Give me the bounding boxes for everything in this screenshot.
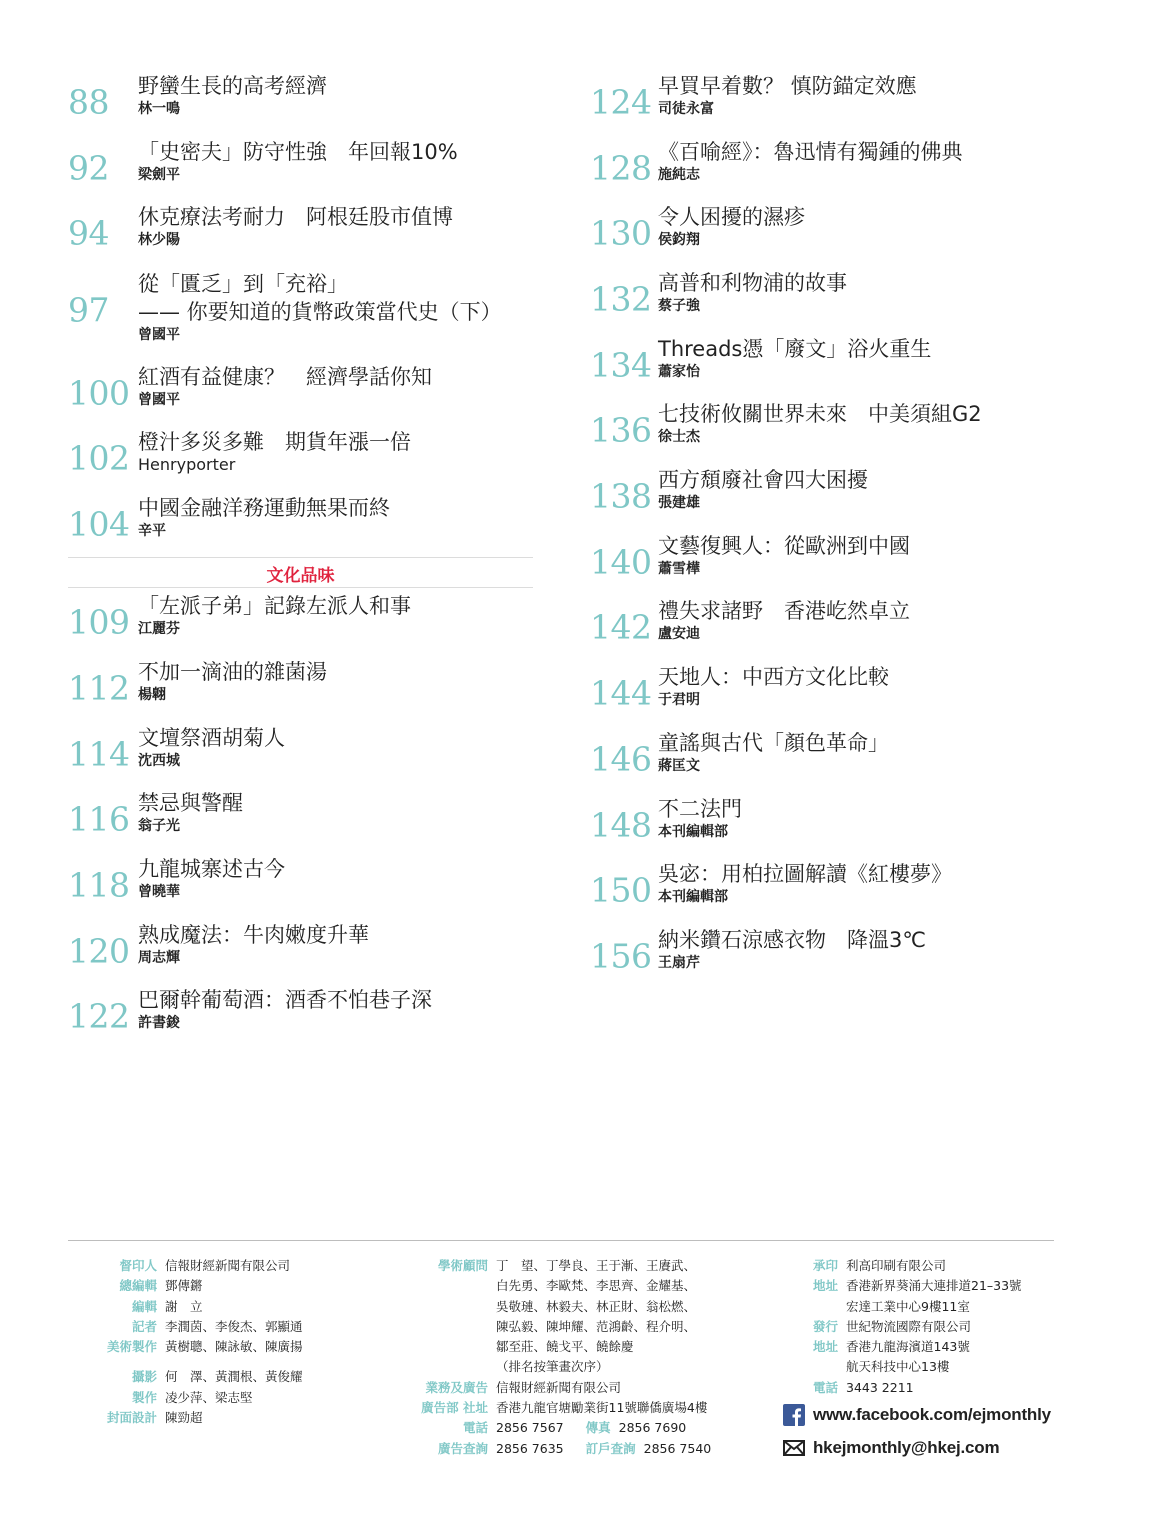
- email-address: hkejmonthly@hkej.com: [813, 1438, 1000, 1457]
- credit-value: 陳勁超: [165, 1410, 203, 1426]
- credit-row: [800, 1256, 1022, 1276]
- article-title: 巴爾幹葡萄酒：酒香不怕巷子深: [138, 988, 432, 1012]
- page-number: 136: [590, 410, 652, 450]
- toc-entry[interactable]: [590, 400, 1060, 460]
- toc-entry[interactable]: [68, 203, 533, 263]
- toc-entry[interactable]: [68, 855, 533, 915]
- credit-label: 總編輯: [119, 1278, 157, 1294]
- credit-row: [100, 1367, 303, 1387]
- article-title: 九龍城寨述古今: [138, 857, 285, 881]
- article-title: 不加一滴油的雜菌湯: [138, 660, 327, 684]
- credit-row: [100, 1317, 303, 1337]
- article-author: 曾國平: [138, 327, 180, 343]
- page-number: 138: [590, 476, 652, 516]
- credit-value: 香港九龍官塘勵業街11號聯僑廣場4樓: [496, 1400, 708, 1416]
- toc-entry[interactable]: [68, 270, 533, 350]
- credit-label: [800, 1297, 838, 1317]
- article-author: 林少陽: [138, 232, 180, 248]
- article-title: 西方頹廢社會四大困擾: [658, 468, 868, 492]
- credit-row: [405, 1439, 711, 1459]
- toc-entry[interactable]: [590, 729, 1060, 789]
- toc-entry[interactable]: [590, 597, 1060, 657]
- article-title: 橙汁多災多難 期貨年漲一倍: [138, 430, 411, 454]
- credit-label: [800, 1357, 838, 1377]
- credit-value: 鄒至莊、饒戈平、饒餘慶: [496, 1339, 634, 1355]
- article-author: 蕭雪樺: [658, 561, 700, 577]
- credit-label: 電話: [812, 1379, 838, 1395]
- page-number: 122: [68, 996, 130, 1036]
- credit-label: 發行: [812, 1318, 838, 1334]
- page-number: 120: [68, 931, 130, 971]
- article-author: 沈西城: [138, 753, 180, 769]
- facebook-link[interactable]: [783, 1404, 1051, 1426]
- article-title: Threads憑「廢文」浴火重生: [658, 337, 932, 361]
- credit-row: [405, 1297, 711, 1317]
- credit-label: 傳真: [585, 1420, 611, 1436]
- page-number: 148: [590, 805, 652, 845]
- article-author: 曾曉華: [138, 884, 180, 900]
- toc-entry[interactable]: [68, 592, 533, 652]
- article-title: 不二法門: [658, 797, 742, 821]
- credit-value: 信報財經新聞有限公司: [496, 1379, 622, 1395]
- credit-label: 地址: [812, 1339, 838, 1355]
- credit-row: [100, 1256, 303, 1276]
- credit-value: 吳敬璉、林毅夫、林正財、翁松燃、: [496, 1298, 697, 1314]
- credit-row: [405, 1398, 711, 1418]
- page-number: 92: [68, 148, 109, 188]
- credit-row: [405, 1418, 711, 1438]
- page-number: 124: [590, 82, 652, 122]
- article-subtitle: —— 你要知道的貨幣政策當代史（下）: [138, 300, 502, 324]
- credit-value: 2856 7540: [643, 1440, 712, 1456]
- page-number: 150: [590, 870, 652, 910]
- article-title: 吳宓：用柏拉圖解讀《紅樓夢》: [658, 862, 952, 886]
- credit-row: [405, 1337, 711, 1357]
- credit-label: 封面設計: [106, 1410, 157, 1426]
- article-author: Henryporter: [138, 455, 236, 474]
- toc-entry[interactable]: [590, 203, 1060, 263]
- article-title: 文藝復興人：從歐洲到中國: [658, 534, 910, 558]
- article-author: 蔡子強: [658, 298, 700, 314]
- article-title: 休克療法考耐力 阿根廷股市值博: [138, 205, 453, 229]
- credit-value: 2856 7567: [496, 1420, 564, 1436]
- article-author: 蕭家怡: [658, 364, 700, 380]
- article-author: 本刊編輯部: [658, 824, 728, 840]
- credit-value: 丁 望、丁學良、王于漸、王賡武、: [496, 1258, 697, 1273]
- email-link[interactable]: [783, 1437, 999, 1459]
- page-number: 100: [68, 373, 130, 413]
- credit-row: [405, 1276, 711, 1296]
- article-author: 于君明: [658, 692, 700, 708]
- credit-label: 督印人: [119, 1258, 157, 1273]
- toc-entry[interactable]: [68, 789, 533, 849]
- credit-value: 何 澤、黃潤根、黃俊耀: [165, 1369, 303, 1385]
- page-number: 156: [590, 936, 652, 976]
- credit-value: 3443 2211: [846, 1379, 914, 1395]
- section-title: 文化品味: [266, 566, 335, 586]
- toc-entry[interactable]: [68, 363, 533, 423]
- page-number: 128: [590, 148, 652, 188]
- toc-entry[interactable]: [590, 663, 1060, 723]
- credit-row: [800, 1357, 1022, 1377]
- article-author: 王扇芹: [658, 955, 700, 971]
- credit-value: 謝 立: [165, 1298, 203, 1314]
- page-number: 94: [68, 213, 109, 253]
- credit-label: 訂戶查詢: [585, 1440, 636, 1456]
- credit-label: 製作: [131, 1389, 157, 1405]
- facebook-url: www.facebook.com/ejmonthly: [813, 1405, 1051, 1424]
- page-number: 114: [68, 734, 130, 774]
- article-author: 施純志: [658, 167, 700, 183]
- credits-publisher: [405, 1256, 711, 1459]
- article-title: 野蠻生長的高考經濟: [138, 74, 327, 98]
- toc-entry[interactable]: [68, 138, 533, 198]
- credit-label: 美術製作: [106, 1339, 157, 1355]
- credit-row: [405, 1317, 711, 1337]
- page-number: 104: [68, 504, 130, 544]
- article-author: 司徒永富: [658, 101, 714, 117]
- credit-row: [100, 1337, 303, 1357]
- credit-label: 廣告查詢: [437, 1440, 488, 1456]
- footer-divider: [68, 1240, 1054, 1241]
- credit-row: [800, 1317, 1022, 1337]
- article-title: 令人困擾的濕疹: [658, 205, 805, 229]
- credit-row: [800, 1378, 1022, 1398]
- credit-value: 黃樹聰、陳詠敏、陳廣揚: [165, 1339, 303, 1355]
- article-title: 中國金融洋務運動無果而終: [138, 496, 390, 520]
- toc-entry[interactable]: [590, 795, 1060, 855]
- article-title: 《百喻經》：魯迅情有獨鍾的佛典: [658, 140, 963, 164]
- credit-label: 廣告部 社址: [421, 1400, 488, 1416]
- credit-value: （排名按筆畫次序）: [496, 1359, 609, 1375]
- credit-value: 2856 7690: [618, 1420, 687, 1436]
- credit-row: [100, 1297, 303, 1317]
- credit-label: 學術顧問: [437, 1258, 488, 1273]
- credit-row: [800, 1337, 1022, 1357]
- page-number: 102: [68, 438, 130, 478]
- page-number: 142: [590, 607, 652, 647]
- toc-entry[interactable]: [590, 138, 1060, 198]
- article-title: 文壇祭酒胡菊人: [138, 726, 285, 750]
- credit-value: 鄧傳鏘: [165, 1278, 203, 1294]
- credit-value: 香港新界葵涌大連排道21–33號: [846, 1278, 1022, 1294]
- credit-label: 承印: [812, 1258, 838, 1273]
- page-number: 97: [68, 290, 109, 330]
- page-number: 134: [590, 345, 652, 385]
- toc-entry[interactable]: [590, 466, 1060, 526]
- page-number: 112: [68, 668, 130, 708]
- article-title: 童謠與古代「顏色革命」: [658, 731, 889, 755]
- page-number: 118: [68, 865, 130, 905]
- article-title: 天地人：中西方文化比較: [658, 665, 889, 689]
- credit-row: [100, 1276, 303, 1296]
- article-author: 林一鳴: [138, 101, 180, 117]
- credit-label: 地址: [812, 1278, 838, 1294]
- article-author: 許書鋑: [138, 1015, 180, 1031]
- credits-printing: [800, 1256, 1022, 1398]
- credits-staff: [100, 1256, 303, 1428]
- page-number: 88: [68, 82, 109, 122]
- credit-value: 宏達工業中心9樓11室: [846, 1298, 970, 1314]
- article-author: 梁劍平: [138, 167, 180, 183]
- article-author: 楊翺: [138, 687, 166, 703]
- page-number: 146: [590, 739, 652, 779]
- article-author: 蔣匡文: [658, 758, 700, 774]
- credit-value: 香港九龍海濱道143號: [846, 1339, 970, 1355]
- credit-value: 利高印刷有限公司: [846, 1258, 947, 1273]
- toc-entry[interactable]: [590, 72, 1060, 132]
- credit-value: 2856 7635: [496, 1440, 564, 1456]
- toc-entry[interactable]: [68, 724, 533, 784]
- credit-value: 陳弘毅、陳坤耀、范鴻齡、程介明、: [496, 1318, 697, 1334]
- article-title: 早買早着數？ 慎防錨定效應: [658, 74, 917, 98]
- article-title: 「史密夫」防守性強 年回報10%: [138, 140, 458, 164]
- credit-value: 凌少萍、梁志堅: [165, 1389, 253, 1405]
- article-title: 「左派子弟」記錄左派人和事: [138, 594, 411, 618]
- credit-value: 世紀物流國際有限公司: [846, 1318, 972, 1334]
- page-number: 130: [590, 213, 652, 253]
- article-author: 徐士杰: [658, 429, 700, 445]
- credit-label: 記者: [131, 1318, 157, 1334]
- page-number: 132: [590, 279, 652, 319]
- article-title: 紅酒有益健康？ 經濟學話你知: [138, 365, 432, 389]
- toc-entry[interactable]: [590, 926, 1060, 986]
- credit-label: 編輯: [131, 1298, 157, 1314]
- credit-value: 信報財經新聞有限公司: [165, 1258, 291, 1273]
- credit-row: [405, 1378, 711, 1398]
- credit-row: [405, 1357, 711, 1377]
- article-title: 七技術攸關世界未來 中美須組G2: [658, 402, 982, 426]
- toc-entry[interactable]: [68, 494, 533, 554]
- article-author: 江麗芬: [138, 621, 180, 637]
- toc-entry[interactable]: [68, 986, 533, 1046]
- article-title: 禮失求諸野 香港屹然卓立: [658, 599, 910, 623]
- section-divider: [68, 587, 533, 588]
- credit-label: 業務及廣告: [425, 1379, 488, 1395]
- article-title: 禁忌與警醒: [138, 791, 243, 815]
- credit-value: 航天科技中心13樓: [846, 1359, 950, 1375]
- toc-entry[interactable]: [68, 921, 533, 981]
- page-number: 116: [68, 799, 130, 839]
- credit-row: [405, 1256, 711, 1276]
- article-author: 曾國平: [138, 392, 180, 408]
- toc-entry[interactable]: [590, 269, 1060, 329]
- toc-entry[interactable]: [590, 335, 1060, 395]
- section-divider: [68, 557, 533, 558]
- facebook-icon: [783, 1404, 805, 1426]
- envelope-icon: [783, 1437, 805, 1459]
- credit-label: 攝影: [131, 1369, 157, 1385]
- page-number: 109: [68, 602, 130, 642]
- credit-row: [800, 1297, 1022, 1317]
- toc-entry[interactable]: [68, 658, 533, 718]
- article-title: 熟成魔法：牛肉嫩度升華: [138, 923, 369, 947]
- credit-value: 白先勇、李歐梵、李思齊、金耀基、: [496, 1278, 697, 1294]
- page-number: 144: [590, 673, 652, 713]
- credit-value: 李潤茵、李俊杰、郭顯通: [165, 1318, 303, 1334]
- article-author: 張建雄: [658, 495, 700, 511]
- article-title: 高普和利物浦的故事: [658, 271, 847, 295]
- article-author: 周志輝: [138, 950, 180, 966]
- credit-row: [800, 1276, 1022, 1296]
- toc-entry[interactable]: [590, 532, 1060, 592]
- credit-label: 電話: [462, 1420, 488, 1436]
- article-author: 盧安迪: [658, 626, 700, 642]
- article-author: 翁子光: [138, 818, 180, 834]
- toc-entry[interactable]: [68, 428, 533, 488]
- toc-entry[interactable]: [590, 860, 1060, 920]
- article-author: 本刊編輯部: [658, 889, 728, 905]
- credit-row: [100, 1388, 303, 1408]
- article-author: 辛平: [138, 523, 166, 539]
- credit-row: [100, 1408, 303, 1428]
- article-author: 侯鈞翔: [658, 232, 700, 248]
- toc-entry[interactable]: [68, 72, 533, 132]
- article-title: 從「匱乏」到「充裕」: [138, 272, 348, 296]
- article-title: 納米鑽石涼感衣物 降溫3℃: [658, 928, 926, 952]
- page-number: 140: [590, 542, 652, 582]
